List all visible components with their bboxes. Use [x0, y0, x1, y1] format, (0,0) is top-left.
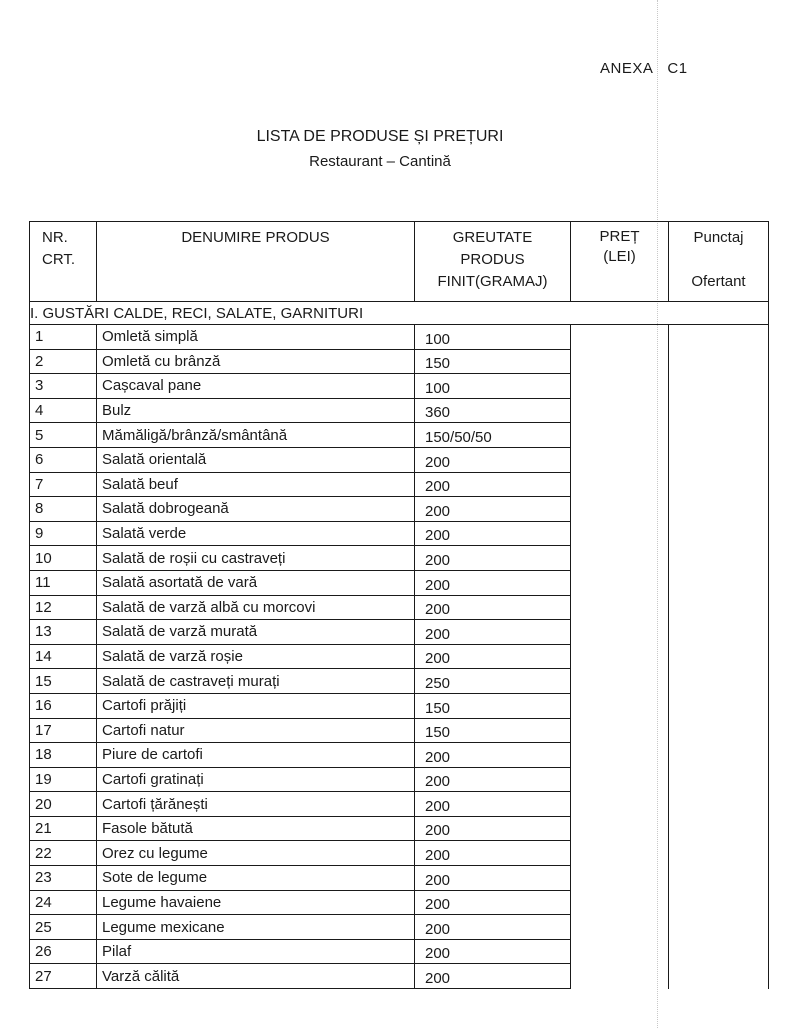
row-weight: 200 — [415, 570, 571, 595]
row-price-cell — [571, 915, 669, 940]
annex-code: C1 — [667, 60, 688, 77]
row-number: 12 — [30, 595, 97, 620]
row-weight: 150 — [415, 693, 571, 718]
header-price-line: (LEI) — [603, 248, 636, 265]
row-weight: 200 — [415, 521, 571, 546]
column-header-score — [669, 222, 769, 302]
row-score-cell — [669, 890, 769, 915]
row-number: 1 — [30, 325, 97, 350]
row-score-cell — [669, 718, 769, 743]
row-score-cell — [669, 325, 769, 350]
table-row — [30, 841, 769, 866]
row-score-cell — [669, 964, 769, 989]
row-weight: 200 — [415, 497, 571, 522]
row-number: 18 — [30, 743, 97, 768]
row-product-name: Omletă simplă — [97, 325, 415, 350]
row-number: 17 — [30, 718, 97, 743]
row-price-cell — [571, 620, 669, 645]
row-score-cell — [669, 423, 769, 448]
table-row — [30, 374, 769, 399]
table-row — [30, 546, 769, 571]
row-number: 11 — [30, 570, 97, 595]
row-number: 23 — [30, 866, 97, 891]
row-price-cell — [571, 767, 669, 792]
row-product-name: Cartofi gratinați — [97, 767, 415, 792]
row-score-cell — [669, 816, 769, 841]
table-row — [30, 816, 769, 841]
header-score-line: Ofertant — [691, 273, 746, 290]
row-product-name: Salată orientală — [97, 447, 415, 472]
table-row — [30, 743, 769, 768]
row-weight: 200 — [415, 939, 571, 964]
column-header-weight — [415, 222, 571, 302]
row-price-cell — [571, 423, 669, 448]
table-row — [30, 497, 769, 522]
header-price-line: PREȚ — [599, 228, 640, 245]
row-price-cell — [571, 890, 669, 915]
header-weight-line: PRODUS — [460, 251, 525, 268]
row-score-cell — [669, 767, 769, 792]
row-number: 6 — [30, 447, 97, 472]
row-weight: 100 — [415, 325, 571, 350]
row-weight: 250 — [415, 669, 571, 694]
row-weight: 150/50/50 — [415, 423, 571, 448]
row-price-cell — [571, 841, 669, 866]
header-name-text: DENUMIRE PRODUS — [181, 229, 330, 246]
row-score-cell — [669, 792, 769, 817]
row-price-cell — [571, 644, 669, 669]
header-weight-line: FINIT(GRAMAJ) — [437, 273, 548, 290]
row-score-cell — [669, 595, 769, 620]
header-weight-line: GREUTATE — [452, 229, 533, 246]
row-price-cell — [571, 325, 669, 350]
page-subtitle: Restaurant – Cantină — [309, 153, 451, 170]
row-price-cell — [571, 521, 669, 546]
row-weight: 200 — [415, 767, 571, 792]
row-score-cell — [669, 939, 769, 964]
row-price-cell — [571, 816, 669, 841]
row-score-cell — [669, 570, 769, 595]
row-product-name: Sote de legume — [97, 866, 415, 891]
row-weight: 200 — [415, 447, 571, 472]
row-weight: 200 — [415, 841, 571, 866]
row-price-cell — [571, 792, 669, 817]
row-price-cell — [571, 669, 669, 694]
table-row — [30, 964, 769, 989]
table-row — [30, 915, 769, 940]
row-weight: 200 — [415, 890, 571, 915]
row-price-cell — [571, 939, 669, 964]
row-weight: 150 — [415, 718, 571, 743]
row-number: 20 — [30, 792, 97, 817]
table-header-row — [30, 222, 769, 302]
table-row — [30, 939, 769, 964]
section-row — [30, 302, 769, 325]
row-price-cell — [571, 718, 669, 743]
row-score-cell — [669, 472, 769, 497]
row-number: 13 — [30, 620, 97, 645]
row-price-cell — [571, 497, 669, 522]
row-number: 4 — [30, 398, 97, 423]
row-product-name: Cartofi țărănești — [97, 792, 415, 817]
row-product-name: Omletă cu brânză — [97, 349, 415, 374]
row-price-cell — [571, 743, 669, 768]
row-number: 5 — [30, 423, 97, 448]
row-weight: 200 — [415, 743, 571, 768]
row-score-cell — [669, 349, 769, 374]
row-score-cell — [669, 374, 769, 399]
header-nr-line: CRT. — [42, 251, 76, 268]
header-nr-line: NR. — [42, 229, 68, 246]
row-product-name: Mămăligă/brânză/smântână — [97, 423, 415, 448]
table-row — [30, 620, 769, 645]
row-weight: 200 — [415, 620, 571, 645]
row-product-name: Salată verde — [97, 521, 415, 546]
row-product-name: Salată dobrogeană — [97, 497, 415, 522]
row-weight: 200 — [415, 595, 571, 620]
row-number: 7 — [30, 472, 97, 497]
row-price-cell — [571, 349, 669, 374]
row-product-name: Pilaf — [97, 939, 415, 964]
row-number: 15 — [30, 669, 97, 694]
row-product-name: Salată de varză albă cu morcovi — [97, 595, 415, 620]
annex-word: ANEXA — [600, 60, 654, 77]
table-row — [30, 890, 769, 915]
column-header-price — [571, 222, 669, 302]
row-weight: 360 — [415, 398, 571, 423]
row-score-cell — [669, 866, 769, 891]
row-number: 19 — [30, 767, 97, 792]
column-header-name — [97, 222, 415, 302]
row-number: 22 — [30, 841, 97, 866]
row-number: 8 — [30, 497, 97, 522]
row-product-name: Legume havaiene — [97, 890, 415, 915]
row-weight: 200 — [415, 546, 571, 571]
row-weight: 150 — [415, 349, 571, 374]
row-score-cell — [669, 447, 769, 472]
table-row — [30, 767, 769, 792]
annex-label — [600, 60, 688, 77]
table-row — [30, 669, 769, 694]
row-score-cell — [669, 546, 769, 571]
row-score-cell — [669, 620, 769, 645]
products-table — [29, 221, 769, 989]
row-price-cell — [571, 447, 669, 472]
row-number: 10 — [30, 546, 97, 571]
row-price-cell — [571, 472, 669, 497]
row-score-cell — [669, 398, 769, 423]
row-product-name: Salată de castraveți murați — [97, 669, 415, 694]
row-number: 14 — [30, 644, 97, 669]
row-product-name: Orez cu legume — [97, 841, 415, 866]
table-row — [30, 447, 769, 472]
row-product-name: Salată de varză roșie — [97, 644, 415, 669]
row-weight: 200 — [415, 644, 571, 669]
row-weight: 200 — [415, 816, 571, 841]
row-price-cell — [571, 964, 669, 989]
page-title: LISTA DE PRODUSE ȘI PREȚURI — [256, 128, 504, 145]
row-score-cell — [669, 743, 769, 768]
row-weight: 200 — [415, 866, 571, 891]
table-row — [30, 349, 769, 374]
row-product-name: Varză călită — [97, 964, 415, 989]
row-product-name: Legume mexicane — [97, 915, 415, 940]
row-number: 24 — [30, 890, 97, 915]
row-price-cell — [571, 398, 669, 423]
header-score-line: Punctaj — [693, 229, 744, 246]
row-product-name: Piure de cartofi — [97, 743, 415, 768]
table-row — [30, 595, 769, 620]
row-number: 2 — [30, 349, 97, 374]
row-weight: 100 — [415, 374, 571, 399]
table-row — [30, 398, 769, 423]
row-number: 27 — [30, 964, 97, 989]
table-row — [30, 693, 769, 718]
row-product-name: Salată de roșii cu castraveți — [97, 546, 415, 571]
row-price-cell — [571, 570, 669, 595]
row-price-cell — [571, 693, 669, 718]
row-score-cell — [669, 915, 769, 940]
row-number: 26 — [30, 939, 97, 964]
row-number: 3 — [30, 374, 97, 399]
row-score-cell — [669, 644, 769, 669]
row-price-cell — [571, 595, 669, 620]
row-product-name: Salată beuf — [97, 472, 415, 497]
row-number: 21 — [30, 816, 97, 841]
row-product-name: Cartofi natur — [97, 718, 415, 743]
row-number: 16 — [30, 693, 97, 718]
row-weight: 200 — [415, 792, 571, 817]
row-price-cell — [571, 546, 669, 571]
row-score-cell — [669, 521, 769, 546]
row-product-name: Salată asortată de vară — [97, 570, 415, 595]
table-row — [30, 644, 769, 669]
table-row — [30, 718, 769, 743]
table-row — [30, 570, 769, 595]
table-row — [30, 866, 769, 891]
table-row — [30, 423, 769, 448]
row-product-name: Cașcaval pane — [97, 374, 415, 399]
row-product-name: Salată de varză murată — [97, 620, 415, 645]
row-weight: 200 — [415, 964, 571, 989]
table-row — [30, 472, 769, 497]
row-weight: 200 — [415, 915, 571, 940]
table-row — [30, 521, 769, 546]
row-score-cell — [669, 841, 769, 866]
section-title: I. GUSTĂRI CALDE, RECI, SALATE, GARNITURI — [30, 302, 769, 325]
table-row — [30, 792, 769, 817]
row-weight: 200 — [415, 472, 571, 497]
row-product-name: Bulz — [97, 398, 415, 423]
table-row — [30, 325, 769, 350]
row-score-cell — [669, 669, 769, 694]
row-product-name: Fasole bătută — [97, 816, 415, 841]
row-score-cell — [669, 497, 769, 522]
row-product-name: Cartofi prăjiți — [97, 693, 415, 718]
row-price-cell — [571, 866, 669, 891]
row-number: 9 — [30, 521, 97, 546]
row-score-cell — [669, 693, 769, 718]
row-number: 25 — [30, 915, 97, 940]
column-header-nr — [30, 222, 97, 302]
row-price-cell — [571, 374, 669, 399]
